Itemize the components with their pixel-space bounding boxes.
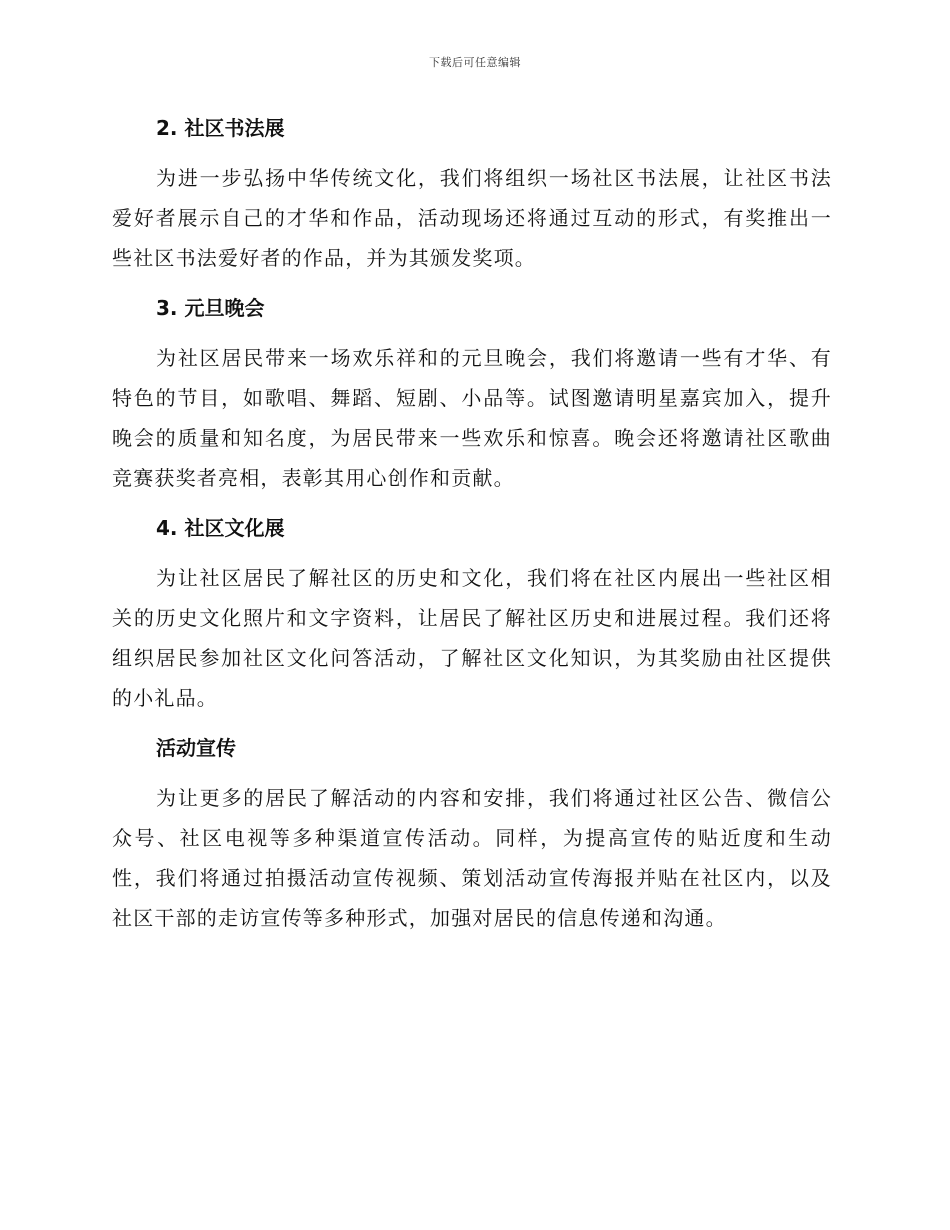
section-culture-exhibition	[112, 508, 832, 718]
section-heading: 4. 社区文化展	[156, 516, 285, 540]
section-paragraph: 为进一步弘扬中华传统文化，我们将组织一场社区书法展，让社区书法爱好者展示自己的才华和作品，活动现场还将通过互动的形式，有奖推出一些社区书法爱好者的作品，并为其颁发奖项。	[112, 166, 832, 270]
document-content	[112, 108, 832, 948]
section-heading: 活动宣传	[156, 736, 236, 760]
section-new-year-gala	[112, 288, 832, 498]
section-paragraph: 为社区居民带来一场欢乐祥和的元旦晚会，我们将邀请一些有才华、有特色的节目，如歌唱、舞蹈、短剧、小品等。试图邀请明星嘉宾加入，提升晚会的质量和知名度，为居民带来一些欢乐和惊喜。晚会还将邀请社区歌曲竞赛获奖者亮相，表彰其用心创作和贡献。	[112, 346, 832, 490]
header-note: 下载后可任意编辑	[429, 56, 521, 69]
section-heading: 2. 社区书法展	[156, 116, 285, 140]
section-calligraphy-exhibition	[112, 108, 832, 278]
section-promotion	[112, 728, 832, 938]
section-paragraph: 为让更多的居民了解活动的内容和安排，我们将通过社区公告、微信公众号、社区电视等多种渠道宣传活动。同样，为提高宣传的贴近度和生动性，我们将通过拍摄活动宣传视频、策划活动宣传海报并贴在社区内，以及社区干部的走访宣传等多种形式，加强对居民的信息传递和沟通。	[112, 786, 832, 930]
section-paragraph: 为让社区居民了解社区的历史和文化，我们将在社区内展出一些社区相关的历史文化照片和文字资料，让居民了解社区历史和进展过程。我们还将组织居民参加社区文化问答活动，了解社区文化知识，为其奖励由社区提供的小礼品。	[112, 566, 832, 710]
section-heading: 3. 元旦晚会	[156, 296, 265, 320]
